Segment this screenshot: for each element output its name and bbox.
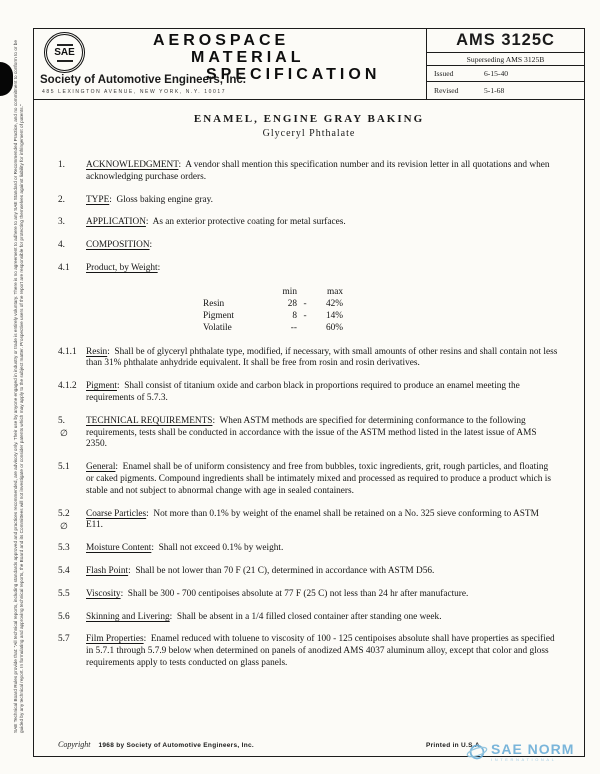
spec-section-5-1: 5.1 General: Enamel shall be of uniform consistency and free from bubbles, toxic ingredients, grit, rough particles, and floating or caked pigments. Compound ingredients shall be intimately mixed and processed as required to produce a product which is stable and not subject to abnormal change with age in sealed containers. xyxy=(58,462,551,496)
spec-section-4-1: 4.1 Product, by Weight: xyxy=(58,262,163,273)
section-label: Skinning and Livering xyxy=(86,611,170,622)
revision-mark: ∅ xyxy=(60,427,68,438)
spec-section-4-1-1: 4.1.1 Resin: Shall be of glyceryl phthalate type, modified, if necessary, with small amounts of other resins and shall contain not less than 31% phthalate anhydride equivalent. It shall be free from rosin and rosin derivatives. xyxy=(58,346,558,369)
spec-section-4-1-2: 4.1.2 Pigment: Shall consist of titanium oxide and carbon black in proportions required to produce an enamel meeting the requirements of 5.7.3. xyxy=(58,381,520,403)
section-number: 4.1.2 xyxy=(58,381,77,392)
section-label: General xyxy=(86,462,116,473)
page-frame xyxy=(33,28,585,757)
section-label: Product, by Weight xyxy=(86,262,158,273)
section-label: Viscosity xyxy=(86,588,121,599)
revised-value: 5-1-68 xyxy=(484,85,505,95)
section-label: Coarse Particles xyxy=(86,508,147,519)
issued-label: Issued xyxy=(434,69,454,78)
spec-section-4: 4. COMPOSITION: xyxy=(58,240,155,251)
spec-number: AMS 3125C xyxy=(427,29,584,53)
table-cell: max xyxy=(326,286,343,297)
composition-table-header xyxy=(203,286,558,298)
section-label: Resin xyxy=(86,346,108,357)
spec-superseding: Superseding AMS 3125B xyxy=(427,53,584,66)
spec-revised-row xyxy=(427,82,584,98)
section-number: 5.7 xyxy=(58,634,70,645)
revised-label: Revised xyxy=(434,85,459,95)
table-cell: - xyxy=(303,298,307,309)
table-cell xyxy=(297,322,313,334)
table-cell: 14% xyxy=(325,311,343,322)
spec-issued-row xyxy=(427,66,584,82)
section-number: 4. xyxy=(58,240,65,251)
spec-section-1: 1. ACKNOWLEDGMENT: A vendor shall mention this specification number and its revision letter in all quotations and when acknowledging purchase orders. xyxy=(58,160,550,182)
punch-mark xyxy=(0,62,13,96)
section-number: 4.1 xyxy=(58,262,70,273)
section-label: Film Properties xyxy=(86,634,144,645)
section-number: 2. xyxy=(58,194,65,205)
copyright-text xyxy=(58,734,254,752)
section-label: APPLICATION xyxy=(86,217,146,228)
section-label: ACKNOWLEDGMENT xyxy=(86,160,179,170)
spec-body xyxy=(58,160,558,670)
section-number: 3. xyxy=(58,217,65,228)
copyright-word: Copyright xyxy=(58,740,91,749)
table-cell xyxy=(203,286,275,298)
copyright-rest: 1968 by Society of Automotive Engineers, Inc. xyxy=(98,742,255,749)
watermark-text: SAE NORM xyxy=(491,741,575,757)
section-label: Pigment xyxy=(86,381,117,392)
section-number: 5.1 xyxy=(58,462,70,473)
document-title: ENAMEL, ENGINE GRAY BAKING xyxy=(193,113,425,125)
section-number: 1. xyxy=(58,160,65,170)
table-cell: min xyxy=(282,286,297,297)
header-title-line-1: AEROSPACE xyxy=(153,32,290,49)
logo-text: SAE xyxy=(54,47,75,58)
revision-mark: ∅ xyxy=(60,520,68,531)
table-cell: -- xyxy=(290,323,297,334)
composition-row xyxy=(203,310,558,322)
sidebar-legal-notice: SAE Technical Board Rules provide that: "All technical reports, including standards approved and practices recommended, are advisory only. Their use by anyone engaged in industry or trade is entirely voluntary. There is no agreement to adhere to any SAE Standard or Recommended Practice, and no commitment to conform to or be guided by any technical report. In formulating and approving technical reports, the Board and its Committees will not investigate or consider patents which may apply to the subject matter. Prospective users of the report are responsible for protecting themselves against liability for infringement of patents." xyxy=(13,39,24,733)
spec-section-5-5: 5.5 Viscosity: Shall be 300 - 700 centipoises absolute at 77 F (25 C) not less than 24 hr after manufacture. xyxy=(58,588,469,599)
globe-icon xyxy=(466,741,488,763)
section-number: 5. xyxy=(58,415,65,426)
sae-norm-watermark xyxy=(466,741,574,763)
org-name: Society of Automotive Engineers, Inc. xyxy=(40,74,246,86)
section-number: 5.4 xyxy=(58,565,70,576)
table-cell: 60% xyxy=(325,323,343,334)
table-cell: Volatile xyxy=(203,323,232,334)
spec-section-5: 5. ∅ TECHNICAL REQUIREMENTS: When ASTM methods are specified for determining conformance to the following requirements, tests shall be conducted in accordance with the issue of the ASTM method listed in the latest issue of AMS 2350. xyxy=(58,415,537,450)
composition-table xyxy=(203,286,558,335)
spec-section-5-2: 5.2 ∅ Coarse Particles: Not more than 0.1% by weight of the enamel shall be retained on a No. 325 sieve conforming to ASTM E11. xyxy=(58,508,539,531)
section-number: 4.1.1 xyxy=(58,346,77,357)
sae-logo xyxy=(44,32,85,73)
logo-decoration-bottom xyxy=(57,60,73,62)
org-address: 485 LEXINGTON AVENUE, NEW YORK, N.Y. 10017 xyxy=(42,89,227,95)
spec-section-2: 2. TYPE: Gloss baking engine gray. xyxy=(58,194,213,205)
composition-row xyxy=(203,322,558,334)
table-cell xyxy=(297,286,313,298)
watermark-subtext: INTERNATIONAL xyxy=(491,757,557,762)
spec-section-5-7: 5.7 Film Properties: Enamel reduced with toluene to viscosity of 100 - 125 centipoises absolute shall have properties as specified in 5.7.1 through 5.7.9 below when determined on panels of anodized AMS 4037 aluminum alloy, except that color and gloss requirements apply to tests conducted on glass panels. xyxy=(58,634,555,668)
table-cell: Pigment xyxy=(203,311,234,322)
spec-number-box xyxy=(426,29,584,99)
logo-decoration-top xyxy=(57,44,73,46)
section-number: 5.3 xyxy=(58,543,70,554)
section-number: 5.5 xyxy=(58,588,70,599)
spec-section-5-4: 5.4 Flash Point: Shall be not lower than 70 F (21 C), determined in accordance with ASTM D56. xyxy=(58,565,435,576)
document-subtitle: Glyceryl Phthalate xyxy=(262,128,356,139)
spec-section-5-3: 5.3 Moisture Content: Shall not exceed 0.1% by weight. xyxy=(58,543,284,554)
composition-row xyxy=(203,298,558,310)
table-cell: 42% xyxy=(325,298,343,309)
table-cell: Resin xyxy=(203,298,225,309)
table-cell: - xyxy=(303,311,307,322)
section-number: 5.6 xyxy=(58,611,70,622)
table-cell: 28 xyxy=(287,298,297,309)
section-label: TECHNICAL REQUIREMENTS xyxy=(86,415,213,426)
issued-value: 6-15-40 xyxy=(484,69,509,78)
spec-section-5-6: 5.6 Skinning and Livering: Shall be absent in a 1/4 filled closed container after standing one week. xyxy=(58,611,442,622)
printed-in-text: Printed in U.S.A. xyxy=(425,742,482,749)
header-title-line-2: MATERIAL xyxy=(191,49,305,66)
section-label: Moisture Content xyxy=(86,543,152,554)
section-label: TYPE xyxy=(86,194,110,205)
header-title-line-3: SPECIFICATION xyxy=(206,66,381,83)
spec-section-3: 3. APPLICATION: As an exterior protective coating for metal surfaces. xyxy=(58,217,346,228)
table-cell: 8 xyxy=(292,311,297,322)
section-label: COMPOSITION xyxy=(86,240,150,251)
section-label: Flash Point xyxy=(86,565,129,576)
page-header xyxy=(34,29,584,100)
section-number: 5.2 xyxy=(58,508,70,519)
